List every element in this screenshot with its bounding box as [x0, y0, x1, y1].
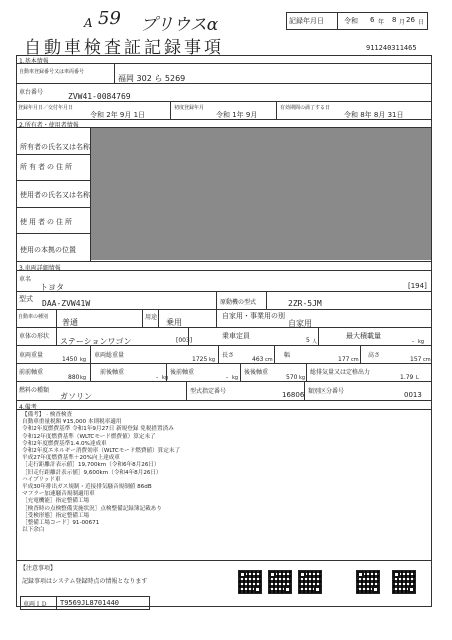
qr-code-3: [298, 570, 322, 594]
document-number: 911240311465: [366, 44, 417, 52]
engine-value: 2ZR-5JM: [288, 299, 322, 308]
first-reg-label: 登録年月日／交付年月日: [18, 105, 74, 111]
first-year-value: 令和 1年 9月: [216, 111, 258, 119]
first-year-label: 初度登録年月: [174, 105, 205, 111]
front-rear-axle-value: -: [156, 374, 159, 381]
user-name-label: 使用者の氏名又は名称: [20, 191, 90, 199]
notes-header: 【注意事項】: [20, 565, 57, 572]
purpose-label: 自家用・事業用の別: [222, 312, 285, 320]
reg-number-label: 自動車登録番号又は車両番号: [19, 69, 85, 75]
weight-value: 1450: [62, 356, 78, 363]
section-basic-header: 1.基本情報: [19, 58, 49, 65]
hw-name: プリウスα: [140, 15, 219, 35]
gross-weight-value: 1725: [192, 356, 208, 363]
maker-value: トヨタ: [40, 283, 64, 292]
width-value: 177: [338, 356, 350, 363]
width-label: 幅: [284, 352, 291, 359]
max-load-value: -: [412, 338, 415, 345]
maker-code: [194]: [408, 282, 427, 290]
base-location-label: 使用の本拠の位置: [20, 246, 76, 254]
type-number-label: 型式指定番号: [190, 388, 227, 395]
weight-label: 車両重量: [19, 352, 44, 359]
purpose-value: 自家用: [288, 319, 312, 328]
qr-code-2: [268, 570, 292, 594]
chassis-label: 車台番号: [19, 89, 44, 96]
gross-weight-label: 車両総重量: [94, 352, 125, 359]
remarks-line: 令和12年度燃費基準（WLTCモード燃費値）算定未了: [22, 433, 156, 440]
chassis-value: ZVW41-0084769: [68, 92, 131, 101]
section-remarks-header: 4.備考: [19, 404, 37, 411]
record-date-year: 6: [370, 16, 375, 24]
reg-number-value: 福岡 302 ら 5269: [118, 74, 186, 83]
remarks-line: ［検査時の点検整備実施状況］点検整備記録簿記載あり: [22, 505, 162, 512]
rear-rear-axle-value: 570: [286, 374, 298, 381]
car-id-value: T9569JL8701440: [60, 599, 120, 607]
remarks-line: ハイブリッド車: [22, 476, 61, 483]
engine-label: 原動機の型式: [220, 299, 257, 306]
remarks-line: マフラー加速騒音規制適用車: [22, 491, 95, 498]
model-label: 型式: [19, 295, 33, 303]
remarks-list: [22, 412, 180, 534]
remarks-line: ［走行距離計表示値］19,700km（令和6年8月26日）: [22, 462, 160, 469]
remarks-line: ［充電機能］指定整備工場: [22, 498, 90, 505]
notes-text: 記録事項はシステム登録時点の情報となります: [22, 578, 148, 585]
body-code: [003]: [176, 337, 193, 344]
height-value: 157: [410, 356, 422, 363]
fuel-value: ガソリン: [60, 392, 92, 401]
remarks-line: 令和2年度燃費基準1.4.0%達成車: [22, 440, 107, 447]
displacement-label: 総排気量又は定格出力: [310, 369, 371, 376]
remarks-line: ［旧走行距離計表示値］9,600km（令和4年8月26日）: [22, 469, 162, 476]
remarks-line: 令和2年度エネルギー消費効率（WLTCモード燃費値）算定未了: [22, 448, 181, 455]
expiry-value: 令和 8年 8月 31日: [344, 111, 404, 119]
use-label: 用途: [145, 314, 158, 321]
length-value: 463: [252, 356, 264, 363]
length-label: 長さ: [222, 352, 235, 359]
front-front-axle-value: 880: [68, 374, 80, 381]
qr-code-5: [392, 570, 416, 594]
type-number-value: 16806: [282, 391, 305, 399]
max-load-label: 最大積載量: [346, 332, 381, 340]
body-label: 車体の形状: [19, 333, 50, 340]
owner-name-label: 所有者の氏名又は名称: [20, 143, 90, 151]
maker-label: 車名: [19, 276, 32, 283]
rear-front-axle-label: 後前軸重: [170, 369, 195, 376]
owner-address-label: 所有者の住所: [20, 163, 74, 171]
user-address-label: 使用者の住所: [20, 218, 74, 226]
capacity-value: 5: [306, 337, 310, 344]
record-date-month: 8: [392, 16, 397, 24]
document-title: 自動車検査証記録事項: [24, 38, 224, 58]
capacity-label: 乗車定員: [222, 332, 250, 340]
record-date-day: 26: [406, 16, 415, 24]
remarks-line: 令和2年度燃費基準 令和1年9月27日 新規登録 免税措置済み: [22, 426, 174, 433]
hw-letter: A: [84, 16, 93, 30]
displacement-value: 1.79: [400, 374, 414, 381]
remarks-line: 平成27年度燃費基準＋20%向上達成車: [22, 455, 120, 462]
height-label: 高さ: [368, 352, 381, 359]
section-owner-header: 2.所有者・使用者情報: [19, 122, 79, 129]
rear-front-axle-value: -: [226, 374, 229, 381]
expiry-label: 有効期間の満了する日: [280, 105, 331, 111]
redacted-owner-info: [91, 128, 431, 260]
record-date-era: 令和: [344, 17, 358, 25]
use-value: 乗用: [166, 318, 182, 327]
first-reg-value: 令和 2年 9月 1日: [90, 111, 146, 119]
remarks-line: ［整備工場コード］91-00671: [22, 520, 100, 527]
car-id-label: 車両ＩＤ: [23, 601, 48, 608]
hw-number: 59: [98, 8, 121, 29]
remarks-line: 【備考】 · 検査検査: [22, 412, 73, 418]
rear-rear-axle-label: 後後軸重: [244, 369, 269, 376]
front-front-axle-label: 前前軸重: [19, 369, 44, 376]
kind-value: 普通: [62, 318, 78, 327]
remarks-line: 自動車重量税額 ¥15,000 本則税率適用: [22, 419, 122, 426]
remarks-line: 以下余白: [22, 527, 45, 534]
front-rear-axle-label: 前後軸重: [100, 369, 125, 376]
qr-code-4: [356, 570, 380, 594]
fuel-label: 燃料の種類: [19, 387, 50, 394]
model-value: DAA-ZVW41W: [42, 299, 91, 308]
remarks-line: 平成30年排出ガス規制・近接排気騒音規制値 86dB: [22, 484, 152, 491]
class-number-value: 0013: [404, 391, 422, 399]
kind-label: 自動車の種別: [18, 314, 49, 320]
remarks-line: ［受検形態］指定整備工場: [22, 512, 90, 519]
body-value: ステーションワゴン: [60, 337, 132, 346]
qr-code-1: [238, 570, 262, 594]
record-date-label: 記録年月日: [289, 17, 324, 25]
class-number-label: 類別区分番号: [308, 388, 345, 395]
section-vehicle-header: 3.車両詳細情報: [19, 265, 61, 272]
